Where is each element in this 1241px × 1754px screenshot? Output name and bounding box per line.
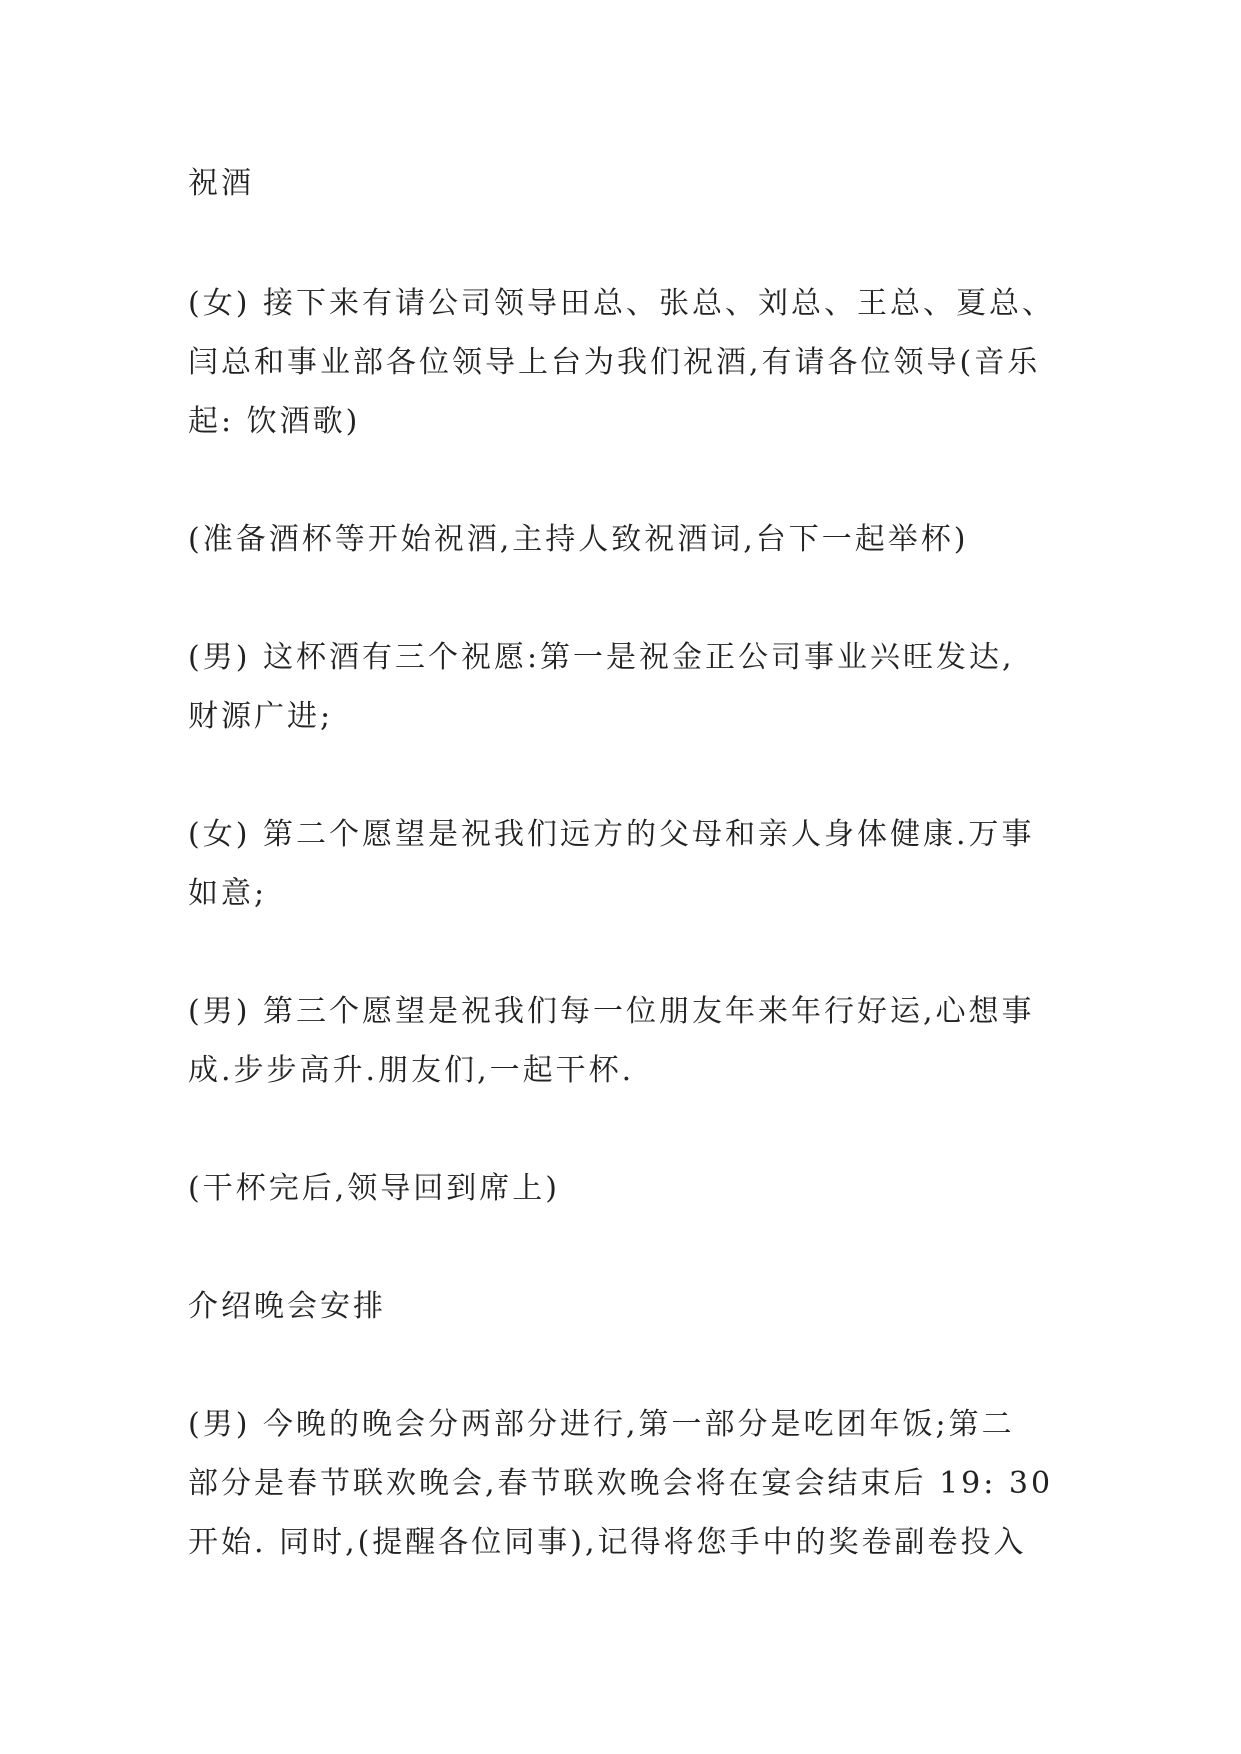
paragraph-line: 闫总和事业部各位领导上台为我们祝酒,有请各位领导(音乐 — [188, 345, 1041, 380]
paragraph-line: (女) 第二个愿望是祝我们远方的父母和亲人身体健康.万事 — [188, 817, 1035, 852]
paragraph-line: 如意; — [188, 876, 268, 911]
paragraph-line: 起: 饮酒歌) — [188, 404, 361, 439]
section-heading-arrangement: 介绍晚会安排 — [188, 1289, 386, 1324]
paragraph-line: (男) 第三个愿望是祝我们每一位朋友年来年行好运,心想事 — [188, 994, 1035, 1029]
section-heading-toast: 祝酒 — [188, 166, 254, 201]
paragraph-line: (男) 这杯酒有三个祝愿:第一是祝金正公司事业兴旺发达, — [188, 640, 1015, 675]
paragraph-line: 财源广进; — [188, 699, 334, 734]
stage-direction-line: (准备酒杯等开始祝酒,主持人致祝酒词,台下一起举杯) — [188, 522, 969, 557]
paragraph-line: 成.步步高升.朋友们,一起干杯. — [188, 1053, 635, 1088]
paragraph-line: 部分是春节联欢晚会,春节联欢晚会将在宴会结束后 19: 30 — [188, 1466, 1054, 1501]
paragraph-line: 开始. 同时,(提醒各位同事),记得将您手中的奖卷副卷投入 — [188, 1525, 1027, 1560]
paragraph-line: (女) 接下来有请公司领导田总、张总、刘总、王总、夏总、 — [188, 286, 1055, 321]
paragraph-line: (男) 今晚的晚会分两部分进行,第一部分是吃团年饭;第二 — [188, 1407, 1015, 1442]
stage-direction-line: (干杯完后,领导回到席上) — [188, 1171, 560, 1206]
